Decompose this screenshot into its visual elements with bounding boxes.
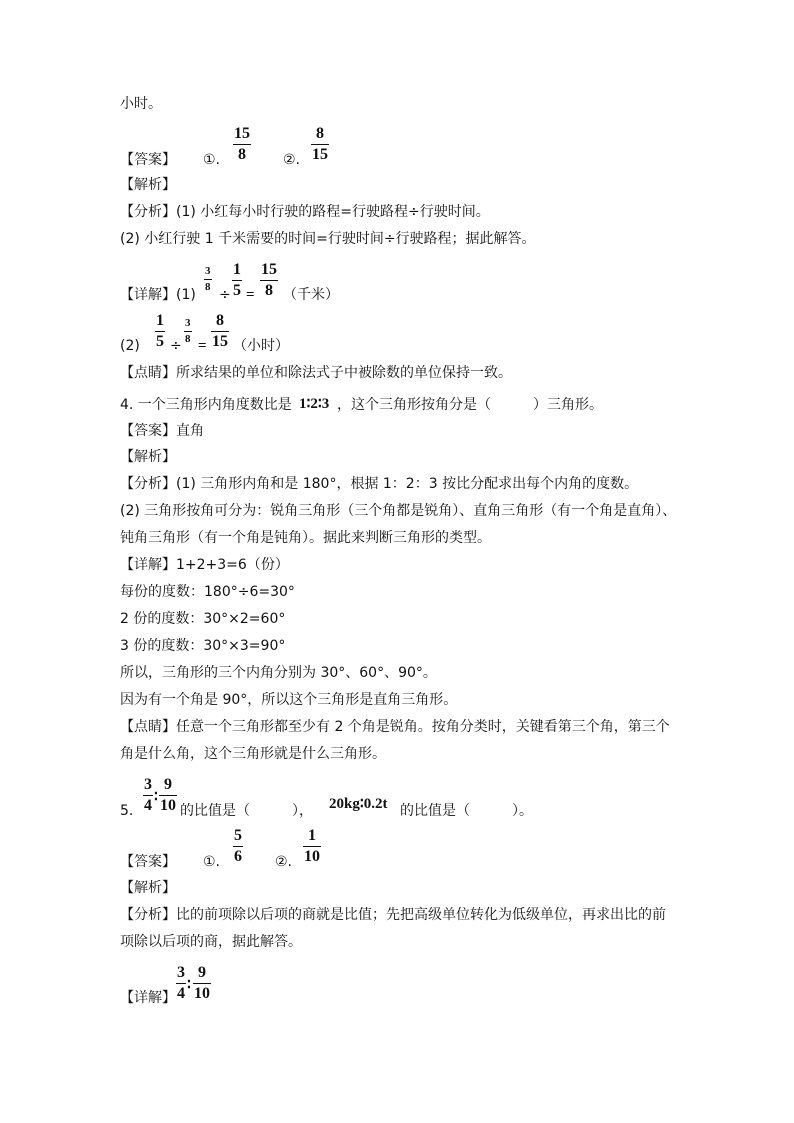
answer-choice-2: ②. xyxy=(275,854,293,870)
text-line: 【点睛】任意一个三角形都至少有 2 个角是锐角。按角分类时，关键看第三个角，第三个 xyxy=(120,719,670,735)
fraction-numerator: 8 xyxy=(311,126,329,145)
text-line: (2) 小红行驶 1 千米需要的时间=行驶时间÷行驶路程；据此解答。 xyxy=(120,231,536,247)
text-line: 项除以后项的商，据此解答。 xyxy=(120,934,302,950)
equals-sign: = xyxy=(246,287,255,303)
fraction-d2b xyxy=(184,318,192,345)
fraction-d1c xyxy=(260,262,278,299)
fraction-d1a xyxy=(204,266,212,293)
text-line: 所以，三角形的三个内角分别为 30°、60°、90°。 xyxy=(120,665,437,681)
fraction-denominator: 4 xyxy=(177,985,185,1002)
fraction-q5a xyxy=(143,777,153,814)
answer-label: 【答案】 xyxy=(120,152,176,168)
text-line: 【分析】比的前项除以后项的商就是比值；先把高级单位转化为低级单位，再求出比的前 xyxy=(120,907,666,923)
fraction-a5a xyxy=(233,828,243,865)
fraction-denominator: 4 xyxy=(144,797,152,814)
analysis-heading: 【解析】 xyxy=(120,880,176,896)
fraction-denominator: 5 xyxy=(233,282,241,299)
analysis-heading: 【解析】 xyxy=(120,449,176,465)
answer-choice-1: ①. xyxy=(203,854,221,870)
fraction-a5b xyxy=(303,828,321,865)
text-line: 【详解】1+2+3=6（份） xyxy=(120,557,289,573)
fraction-denominator: 8 xyxy=(185,333,191,345)
text-line: 3 份的度数：30°×3=90° xyxy=(120,638,286,654)
fraction-numerator: 9 xyxy=(193,965,211,984)
unit-text: （千米） xyxy=(283,287,339,303)
fraction-d5a xyxy=(176,965,186,1002)
fraction-numerator: 1 xyxy=(155,313,165,332)
fraction-numerator: 3 xyxy=(184,318,192,332)
division-sign: ÷ xyxy=(170,338,182,354)
fraction-denominator: 8 xyxy=(265,282,273,299)
question-5-number: 5. xyxy=(120,803,134,819)
question-4-text-a: 4. 一个三角形内角度数比是 xyxy=(120,397,292,413)
text-line: 因为有一个角是 90°，所以这个三角形是直角三角形。 xyxy=(120,692,458,708)
fraction-denominator: 10 xyxy=(194,985,210,1002)
fraction-numerator: 5 xyxy=(233,828,243,847)
text-line: 钝角三角形（有一个角是钝角）。据此来判断三角形的类型。 xyxy=(120,530,491,546)
fraction-numerator: 8 xyxy=(211,313,229,332)
fraction-numerator: 1 xyxy=(303,828,321,847)
fraction-answer-1 xyxy=(233,126,251,163)
detail-label: (2) xyxy=(120,338,140,354)
fraction-d5b xyxy=(193,965,211,1002)
text-line: 每份的度数：180°÷6=30° xyxy=(120,584,295,600)
text-line: (2) 三角形按角可分为：锐角三角形（三个角都是锐角）、直角三角形（有一个角是直角）、 xyxy=(120,503,677,519)
fraction-q5b xyxy=(159,777,177,814)
fraction-denominator: 15 xyxy=(312,146,328,163)
ratio-colon: ∶ xyxy=(187,977,191,993)
fraction-numerator: 3 xyxy=(176,965,186,984)
fraction-denominator: 10 xyxy=(304,848,320,865)
fraction-numerator: 15 xyxy=(260,262,278,281)
fraction-numerator: 15 xyxy=(233,126,251,145)
fraction-denominator: 6 xyxy=(234,848,242,865)
detail-label: 【详解】 xyxy=(120,990,176,1006)
text-line: 【点睛】所求结果的单位和除法式子中被除数的单位保持一致。 xyxy=(120,365,512,381)
fraction-numerator: 9 xyxy=(159,777,177,796)
division-sign: ÷ xyxy=(219,287,231,303)
answer-line: 【答案】直角 xyxy=(120,423,204,439)
question-5-text-a: 的比值是（ ）， xyxy=(180,803,313,819)
question-5-text-b: 的比值是（ ）。 xyxy=(400,803,533,819)
fraction-d1b xyxy=(232,262,242,299)
fraction-denominator: 8 xyxy=(238,146,246,163)
fraction-numerator: 3 xyxy=(143,777,153,796)
fraction-denominator: 15 xyxy=(212,333,228,350)
text-line: 角是什么角，这个三角形就是什么三角形。 xyxy=(120,746,386,762)
text-line: 【分析】(1) 小红每小时行驶的路程=行驶路程÷行驶时间。 xyxy=(120,204,490,220)
fraction-answer-2 xyxy=(311,126,329,163)
fraction-d2a xyxy=(155,313,165,350)
answer-choice-2: ②. xyxy=(283,152,301,168)
answer-label: 【答案】 xyxy=(120,854,176,870)
detail-label: 【详解】(1) xyxy=(120,287,196,303)
question-4-text-b: ，这个三角形按角分是（ ）三角形。 xyxy=(337,397,603,413)
ratio-expression: 1∶2∶3 xyxy=(299,396,330,412)
fraction-denominator: 10 xyxy=(160,797,176,814)
text-line: 2 份的度数：30°×2=60° xyxy=(120,611,286,627)
analysis-heading: 【解析】 xyxy=(120,177,176,193)
ratio-expression: 20kg∶0.2t xyxy=(329,796,388,812)
fraction-denominator: 8 xyxy=(205,281,211,293)
answer-choice-1: ①. xyxy=(203,152,221,168)
text-line: 小时。 xyxy=(120,96,162,112)
fraction-numerator: 3 xyxy=(204,266,212,280)
equals-sign: = xyxy=(198,338,207,354)
fraction-d2c xyxy=(211,313,229,350)
text-line: 【分析】(1) 三角形内角和是 180°，根据 1：2：3 按比分配求出每个内角的度数。 xyxy=(120,476,639,492)
ratio-colon: ∶ xyxy=(154,789,158,805)
fraction-denominator: 5 xyxy=(156,333,164,350)
unit-text: （小时） xyxy=(233,338,289,354)
fraction-numerator: 1 xyxy=(232,262,242,281)
